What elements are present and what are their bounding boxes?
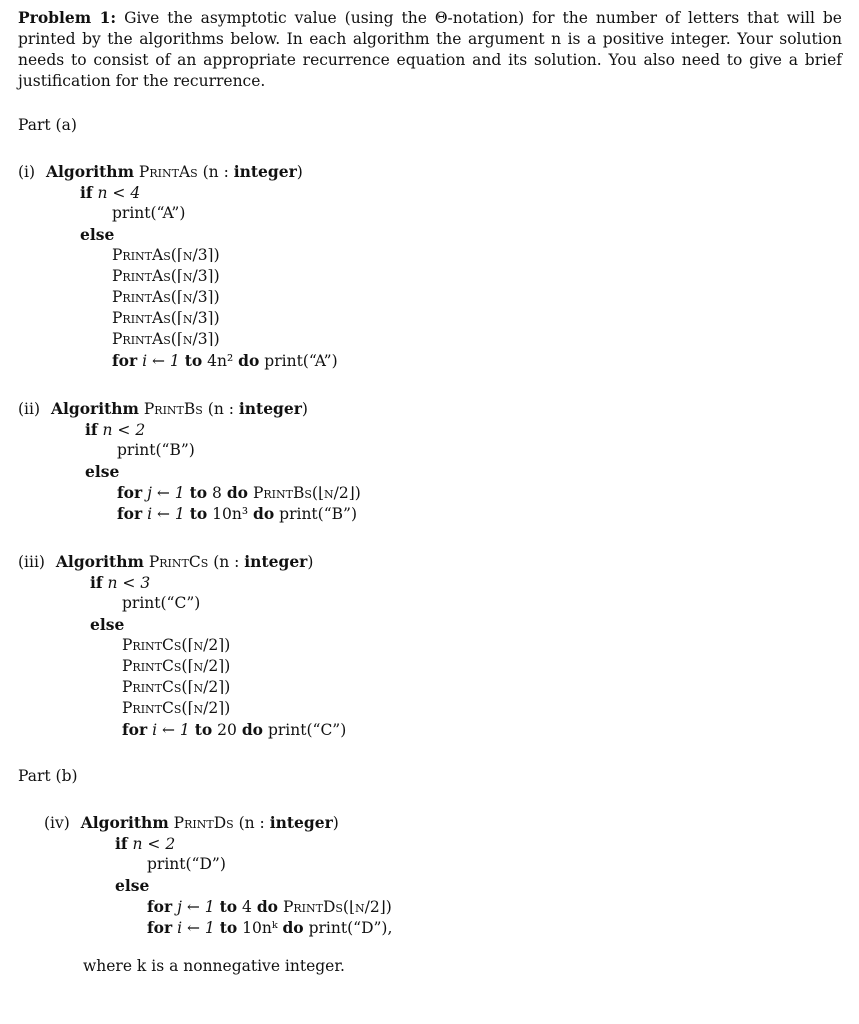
- loop-body: PrintBs(⌊n/2⌋): [252, 484, 361, 502]
- part-b-heading: Part (b): [18, 767, 78, 785]
- for-loop-line: [18, 350, 338, 371]
- loop-bound: 4n²: [207, 352, 234, 370]
- algorithm-header: [18, 398, 361, 419]
- recursive-call: PrintCs(⌈n/2⌉): [122, 636, 231, 654]
- to-keyword: to: [219, 918, 238, 937]
- loop-variable: j ← 1: [177, 898, 215, 916]
- algorithm-label: (i): [18, 163, 36, 181]
- param-close: ): [332, 814, 339, 832]
- recursive-call: PrintAs(⌈n/3⌉): [112, 246, 220, 264]
- algorithm-keyword: Algorithm: [46, 162, 134, 181]
- algorithm-printbs: [18, 398, 361, 524]
- param-close: ): [307, 553, 314, 571]
- loop-body: print(“B”): [279, 505, 357, 523]
- if-keyword: if: [115, 834, 128, 853]
- algorithm-name: PrintDs: [173, 814, 234, 832]
- algorithm-param: (n :: [213, 553, 245, 571]
- recursive-call: PrintAs(⌈n/3⌉): [112, 330, 220, 348]
- type-keyword: integer: [233, 162, 297, 181]
- loop-variable: j ← 1: [147, 484, 185, 502]
- for-loop-line: [18, 719, 346, 740]
- else-line: [44, 875, 392, 896]
- algorithm-label: (iv): [44, 814, 70, 832]
- loop-body: print(“C”): [267, 721, 347, 739]
- algorithm-header: [44, 812, 392, 833]
- do-keyword: do: [256, 897, 279, 916]
- for-keyword: for: [112, 351, 138, 370]
- algorithm-param: (n :: [238, 814, 270, 832]
- loop-variable: i ← 1: [147, 505, 185, 523]
- if-condition: n < 2: [102, 421, 146, 439]
- recursive-call: PrintAs(⌈n/3⌉): [112, 288, 220, 306]
- algorithm-label: (iii): [18, 553, 45, 571]
- algorithm-label: (ii): [18, 400, 41, 418]
- algorithm-printcs: [18, 551, 346, 740]
- else-keyword: else: [85, 462, 120, 481]
- recursive-call: PrintAs(⌈n/3⌉): [112, 309, 220, 327]
- loop-variable: i ← 1: [177, 919, 215, 937]
- loop-variable: i ← 1: [142, 352, 180, 370]
- loop-bound: 10nᵏ: [242, 919, 278, 937]
- if-keyword: if: [90, 573, 103, 592]
- to-keyword: to: [184, 351, 203, 370]
- else-keyword: else: [115, 876, 150, 895]
- algorithm-name: PrintAs: [138, 163, 198, 181]
- algorithm-printas: [18, 161, 338, 371]
- type-keyword: integer: [269, 813, 333, 832]
- algorithm-name: PrintCs: [148, 553, 209, 571]
- algorithm-keyword: Algorithm: [80, 813, 169, 832]
- to-keyword: to: [189, 504, 208, 523]
- loop-body: print(“D”),: [308, 919, 393, 937]
- if-keyword: if: [80, 183, 93, 202]
- else-line: [18, 224, 338, 245]
- do-keyword: do: [238, 351, 260, 370]
- algorithm-keyword: Algorithm: [55, 552, 144, 571]
- algorithm-param: (n :: [207, 400, 239, 418]
- for-loop-line: [44, 896, 392, 917]
- problem-label: Problem 1:: [18, 8, 117, 27]
- if-line: [44, 833, 392, 854]
- if-line: [18, 572, 346, 593]
- problem-text: Give the asymptotic value (using the Θ-notation) for the number of letters that will be printed by the algorithms below. In each algorithm the argument n is a positive integer. Your solution needs to consist of an appropriate recurrence equation and its solution. You also need to give a brief justification for the recurrence.: [18, 9, 842, 90]
- for-keyword: for: [147, 897, 173, 916]
- do-keyword: do: [226, 483, 249, 502]
- loop-body: print(“A”): [264, 352, 338, 370]
- base-case-line: print(“B”): [117, 441, 195, 459]
- algorithm-printds: [44, 812, 392, 938]
- base-case-line: print(“A”): [112, 204, 186, 222]
- do-keyword: do: [241, 720, 264, 739]
- loop-bound: 10n³: [212, 505, 249, 523]
- else-keyword: else: [80, 225, 115, 244]
- loop-bound: 8: [212, 484, 222, 502]
- recursive-call: PrintCs(⌈n/2⌉): [122, 699, 231, 717]
- do-keyword: do: [282, 918, 304, 937]
- part-a-heading: Part (a): [18, 116, 77, 134]
- if-line: [18, 182, 338, 203]
- for-keyword: for: [117, 504, 143, 523]
- if-condition: n < 3: [107, 574, 151, 592]
- for-loop-line: [44, 917, 392, 938]
- else-line: [18, 614, 346, 635]
- if-keyword: if: [85, 420, 98, 439]
- to-keyword: to: [219, 897, 238, 916]
- recursive-call: PrintCs(⌈n/2⌉): [122, 657, 231, 675]
- algorithm-keyword: Algorithm: [50, 399, 139, 418]
- recursive-call: PrintAs(⌈n/3⌉): [112, 267, 220, 285]
- else-line: [18, 461, 361, 482]
- for-keyword: for: [147, 918, 173, 937]
- for-keyword: for: [122, 720, 148, 739]
- if-line: [18, 419, 361, 440]
- base-case-line: print(“D”): [147, 855, 226, 873]
- type-keyword: integer: [244, 552, 308, 571]
- recursive-call: PrintCs(⌈n/2⌉): [122, 678, 231, 696]
- problem-statement: [18, 7, 842, 92]
- type-keyword: integer: [238, 399, 302, 418]
- loop-bound: 20: [217, 721, 237, 739]
- param-close: ): [301, 400, 308, 418]
- algorithm-header: [18, 161, 338, 182]
- loop-bound: 4: [242, 898, 252, 916]
- algorithm-header: [18, 551, 346, 572]
- if-condition: n < 4: [97, 184, 141, 202]
- algorithm-name: PrintBs: [143, 400, 203, 418]
- param-close: ): [296, 163, 303, 181]
- do-keyword: do: [253, 504, 275, 523]
- else-keyword: else: [90, 615, 125, 634]
- to-keyword: to: [189, 483, 208, 502]
- algorithm-param: (n :: [202, 163, 234, 181]
- for-loop-line: [18, 482, 361, 503]
- if-condition: n < 2: [132, 835, 176, 853]
- for-keyword: for: [117, 483, 143, 502]
- for-loop-line: [18, 503, 361, 524]
- footnote: where k is a nonnegative integer.: [83, 957, 345, 975]
- base-case-line: print(“C”): [122, 594, 201, 612]
- loop-variable: i ← 1: [152, 721, 190, 739]
- to-keyword: to: [194, 720, 213, 739]
- loop-body: PrintDs(⌊n/2⌋): [282, 898, 392, 916]
